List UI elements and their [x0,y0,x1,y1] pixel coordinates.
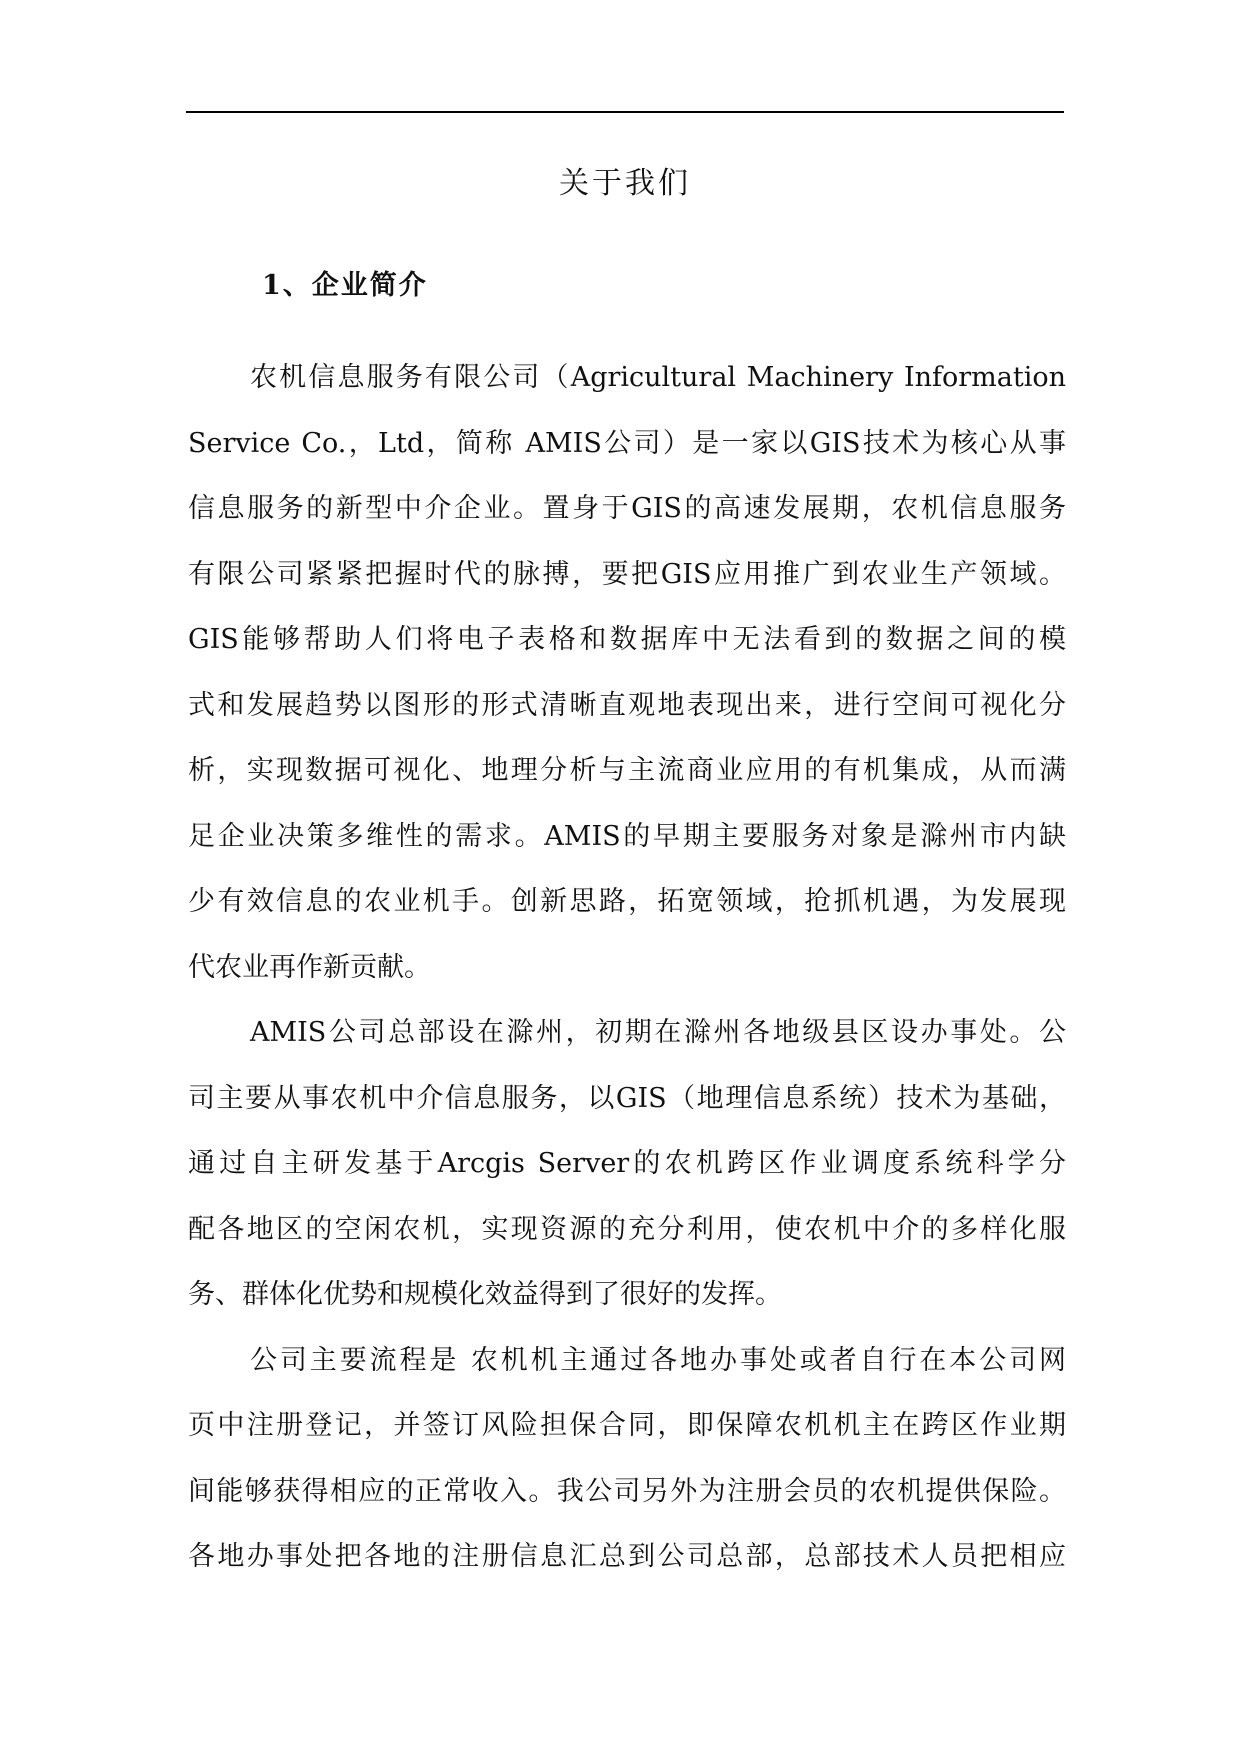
paragraph-3 [188,1328,1066,1590]
paragraph-line: 农机信息服务有限公司（Agricultural Machinery Information [250,362,1066,393]
page-title: 关于我们 [559,166,691,201]
paragraph-line: 页中注册登记，并签订风险担保合同，即保障农机机主在跨区作业期 [188,1410,1066,1441]
paragraph-line: 间能够获得相应的正常收入。我公司另外为注册会员的农机提供保险。 [188,1475,1066,1507]
paragraph-1 [188,345,1066,1000]
paragraph-line: 析，实现数据可视化、地理分析与主流商业应用的有机集成，从而满 [188,755,1066,786]
paragraph-line: 务、群体化优势和规模化效益得到了很好的发挥。 [188,1279,782,1310]
paragraph-line: GIS能够帮助人们将电子表格和数据库中无法看到的数据之间的模 [188,624,1066,655]
body-text [188,345,1066,1590]
paragraph-line: 有限公司紧紧把握时代的脉搏，要把GIS应用推广到农业生产领域。 [188,558,1066,590]
paragraph-line: 公司主要流程是 农机机主通过各地办事处或者自行在本公司网 [250,1344,1066,1376]
section-heading: 1、企业简介 [262,270,428,301]
paragraph-line: 配各地区的空闲农机，实现资源的充分利用，使农机中介的多样化服 [188,1213,1066,1245]
paragraph-line: 各地办事处把各地的注册信息汇总到公司总部，总部技术人员把相应 [188,1541,1066,1572]
paragraph-line: Service Co.，Ltd，简称 AMIS公司）是一家以GIS技术为核心从事 [188,427,1066,459]
header-rule [186,111,1064,113]
paragraph-line: 足企业决策多维性的需求。AMIS的早期主要服务对象是滁州市内缺 [188,820,1066,852]
paragraph-line: 代农业再作新贡献。 [188,951,431,983]
paragraph-line: 司主要从事农机中介信息服务，以GIS（地理信息系统）技术为基础， [188,1082,1066,1114]
paragraph-2 [188,1000,1066,1328]
paragraph-line: AMIS公司总部设在滁州，初期在滁州各地级县区设办事处。公 [250,1017,1066,1048]
paragraph-line: 通过自主研发基于Arcgis Server的农机跨区作业调度系统科学分 [188,1148,1066,1179]
paragraph-line: 式和发展趋势以图形的形式清晰直观地表现出来，进行空间可视化分 [188,689,1066,721]
paragraph-line: 少有效信息的农业机手。创新思路，拓宽领域，抢抓机遇，为发展现 [188,886,1066,917]
paragraph-line: 信息服务的新型中介企业。置身于GIS的高速发展期，农机信息服务 [188,493,1066,524]
